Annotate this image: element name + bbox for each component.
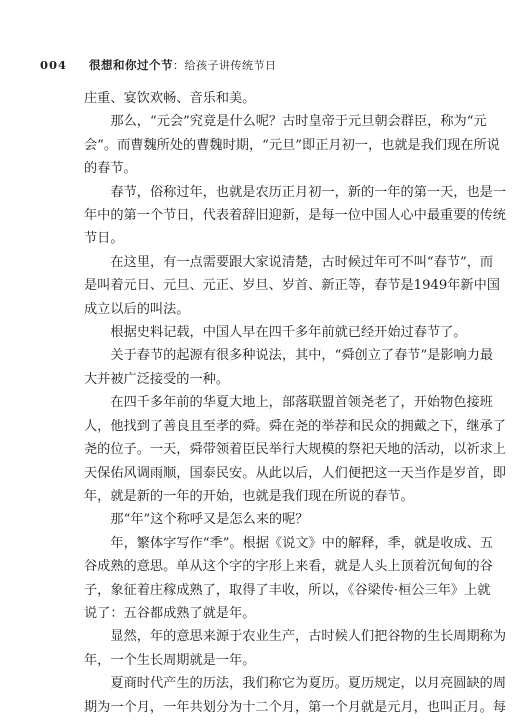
- paragraph-line: 大并被广泛接受的一种。: [84, 371, 230, 387]
- book-subtitle: ：给孩子讲传统节日: [173, 59, 277, 72]
- page-number: 004: [40, 58, 68, 72]
- paragraph-line: 是叫着元日、元旦、元正、岁旦、岁首、新正等，春节是1949年新中国: [84, 278, 500, 294]
- paragraph-line: 那么，“元会”究竟是什么呢？古时皇帝于元旦朝会群臣，称为“元: [110, 114, 487, 130]
- running-title: [89, 57, 277, 73]
- paragraph-line: 年中的第一个节日，代表着辞旧迎新，是每一位中国人心中最重要的传统: [84, 208, 506, 224]
- paragraph-line: 谷成熟的意思。单从这个字的字形上来看，就是人头上顶着沉甸甸的谷: [84, 559, 493, 575]
- paragraph-line: 在这里，有一点需要跟大家说清楚，古时候过年可不叫“春节”，而: [110, 254, 494, 270]
- paragraph-line: 成立以后的叫法。: [84, 301, 190, 317]
- book-title: 很想和你过个节: [89, 58, 174, 72]
- paragraph-line: 年，一个生长周期就是一年。: [84, 652, 256, 668]
- paragraph-line: 庄重、宴饮欢畅、音乐和美。: [84, 91, 256, 106]
- paragraph-line: 年，就是新的一年的开始，也就是我们现在所说的春节。: [84, 488, 414, 504]
- paragraph-line: 春节，俗称过年，也就是农历正月初一，新的一年的第一天，也是一: [110, 184, 507, 200]
- paragraph-line: 尧的位子。一天，舜带领着臣民举行大规模的祭祀天地的活动，以祈求上: [84, 442, 506, 458]
- paragraph-line: 节日。: [84, 231, 124, 247]
- page-body-text: [84, 87, 507, 719]
- paragraph-line: 那“年”这个称呼又是怎么来的呢？: [110, 512, 309, 528]
- paragraph-line: 显然，年的意思来源于农业生产，古时候人们把谷物的生长周期称为: [110, 629, 507, 645]
- paragraph-line: 根据史料记载，中国人早在四千多年前就已经开始过春节了。: [110, 325, 467, 341]
- paragraph-line: 说了：五谷都成熟了就是年。: [84, 605, 256, 621]
- paragraph-line: 年，繁体字写作“秊”。根据《说文》中的解释，秊，就是收成、五: [110, 535, 494, 551]
- paragraph-line: 人，他找到了善良且至孝的舜。舜在尧的举荐和民众的拥戴之下，继承了: [84, 418, 506, 434]
- paragraph-line: 在四千多年前的华夏大地上，部落联盟首领尧老了，开始物色接班: [110, 395, 493, 411]
- paragraph-line: 的春节。: [84, 161, 137, 177]
- paragraph-line: 会”。而曹魏所处的曹魏时期，“元旦”即正月初一，也就是我们现在所说: [84, 137, 500, 153]
- running-header: [40, 57, 277, 73]
- paragraph-line: 夏商时代产生的历法，我们称它为夏历。夏历规定，以月亮圆缺的周: [110, 676, 507, 692]
- paragraph-line: 天保佑风调雨顺，国泰民安。从此以后，人们便把这一天当作是岁首，即: [84, 465, 506, 481]
- paragraph-line: 子，象征着庄稼成熟了，取得了丰收，所以，《谷梁传·桓公三年》上就: [84, 582, 491, 598]
- paragraph-line: 关于春节的起源有很多种说法，其中，“舜创立了春节”是影响力最: [110, 348, 494, 364]
- paragraph-line: 期为一个月，一年共划分为十二个月，第一个月就是元月，也叫正月。每: [84, 699, 506, 715]
